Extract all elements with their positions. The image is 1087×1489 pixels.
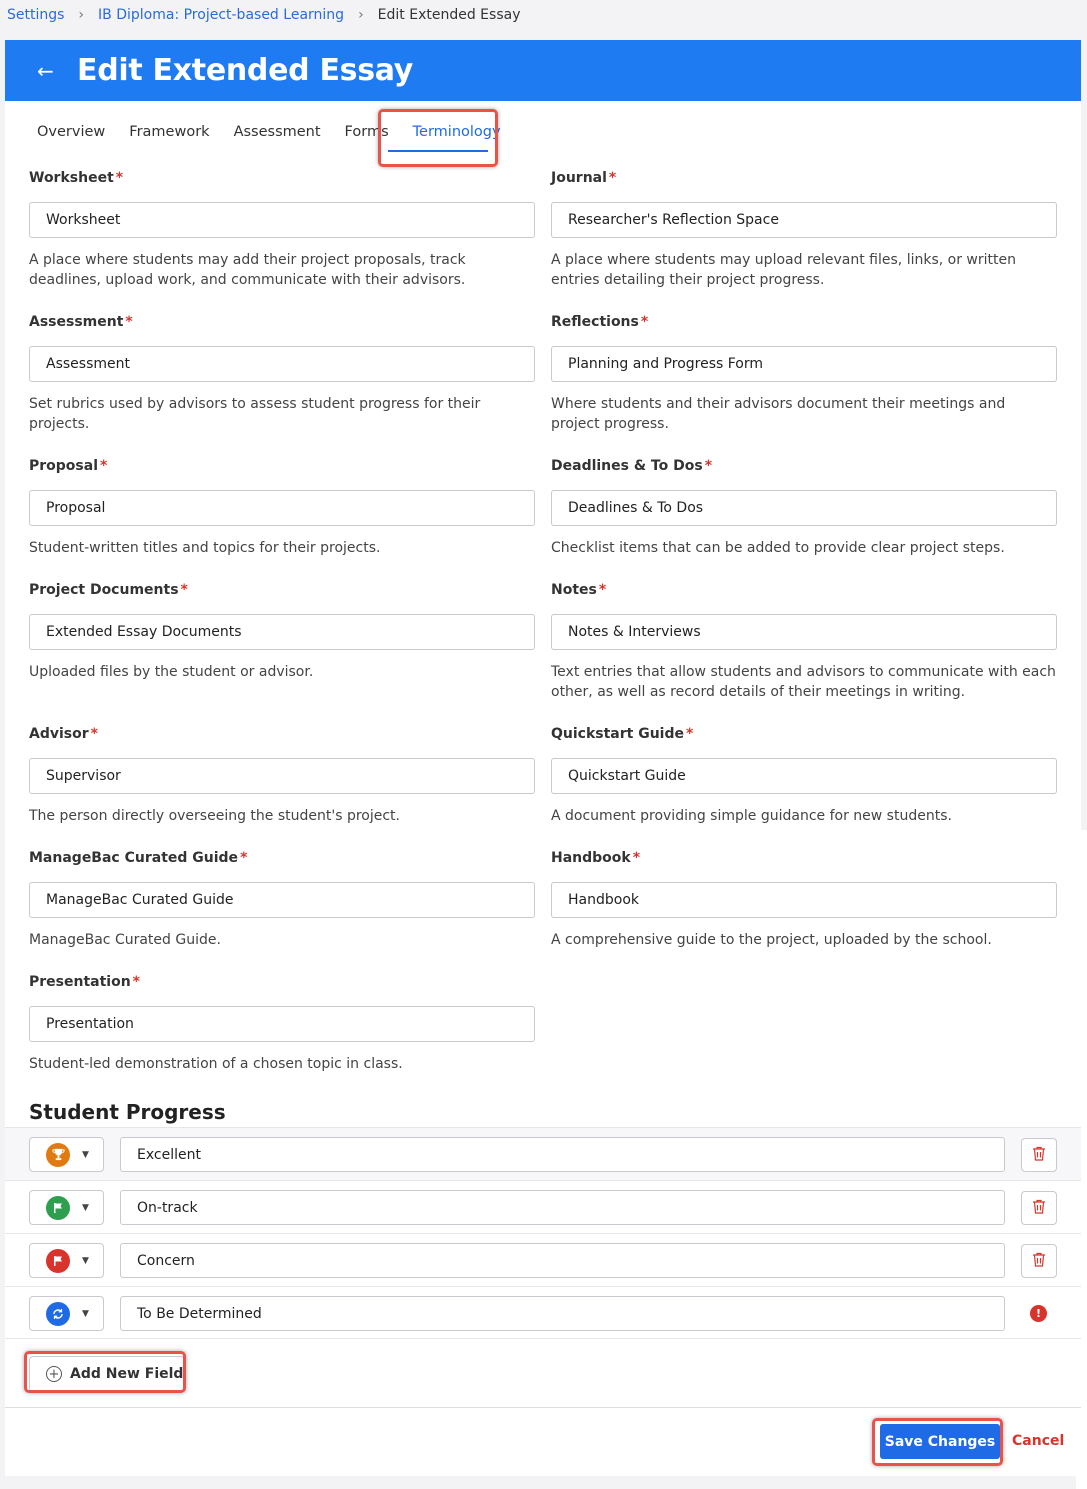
flag-icon (46, 1196, 70, 1220)
field-proposal (29, 458, 535, 558)
field-description: Checklist items that can be added to provide clear project steps. (551, 540, 1005, 556)
breadcrumb (7, 5, 520, 25)
student-progress-title: Student Progress (29, 1100, 226, 1124)
delete-button[interactable] (1021, 1244, 1057, 1278)
tab-framework[interactable]: Framework (129, 124, 210, 140)
field-description: A document providing simple guidance for new students. (551, 808, 952, 824)
breadcrumb-settings[interactable]: Settings (7, 7, 65, 23)
field-project-documents (29, 582, 535, 682)
caret-down-icon: ▼ (82, 1202, 89, 1213)
caret-down-icon: ▼ (82, 1255, 89, 1266)
quickstart-input[interactable]: Quickstart Guide (551, 758, 1057, 794)
required-marker: * (90, 726, 98, 742)
required-marker: * (132, 974, 140, 990)
field-advisor (29, 726, 535, 826)
field-label: Worksheet (29, 170, 114, 186)
field-worksheet (29, 170, 535, 290)
tab-overview[interactable]: Overview (37, 124, 106, 140)
field-label: Handbook (551, 850, 631, 866)
field-reflections (551, 314, 1057, 434)
breadcrumb-ib-diploma[interactable]: IB Diploma: Project-based Learning (98, 7, 345, 23)
trash-icon (1032, 1199, 1046, 1218)
flag-icon (46, 1249, 70, 1273)
caret-down-icon: ▼ (82, 1149, 89, 1160)
field-notes (551, 582, 1057, 702)
tab-assessment[interactable]: Assessment (233, 124, 321, 140)
caret-down-icon: ▼ (82, 1308, 89, 1319)
field-description: Uploaded files by the student or advisor. (29, 664, 314, 680)
field-curated-guide (29, 850, 535, 950)
delete-button[interactable] (1021, 1191, 1057, 1225)
required-marker: * (180, 582, 188, 598)
icon-picker[interactable] (29, 1296, 104, 1331)
required-marker: * (598, 582, 607, 598)
advisor-input[interactable]: Supervisor (29, 758, 535, 794)
proposal-input[interactable]: Proposal (29, 490, 535, 526)
field-label: Notes (551, 582, 597, 598)
journal-input[interactable]: Researcher's Reflection Space (551, 202, 1057, 238)
trash-icon (1032, 1252, 1046, 1271)
edit-card (5, 40, 1081, 1476)
refresh-icon (46, 1302, 70, 1326)
field-description: Student-led demonstration of a chosen topic in class. (29, 1056, 403, 1072)
notes-input[interactable]: Notes & Interviews (551, 614, 1057, 650)
required-marker: * (100, 458, 108, 474)
field-quickstart (551, 726, 1057, 826)
progress-row (5, 1127, 1081, 1180)
curated-guide-input[interactable]: ManageBac Curated Guide (29, 882, 535, 918)
required-marker: * (704, 458, 713, 474)
field-label: Assessment (29, 314, 124, 330)
field-label: Proposal (29, 458, 99, 474)
worksheet-input[interactable]: Worksheet (29, 202, 535, 238)
trophy-icon (46, 1143, 70, 1167)
chevron-right-icon: › (78, 7, 85, 23)
field-description: Student-written titles and topics for their projects. (29, 540, 381, 556)
progress-label-input[interactable]: To Be Determined (120, 1296, 1005, 1331)
highlight-terminology-tab (378, 109, 498, 167)
required-marker: * (686, 726, 694, 742)
field-description: ManageBac Curated Guide. (29, 932, 221, 948)
required-marker: * (125, 314, 133, 330)
page-title: Edit Extended Essay (77, 53, 414, 88)
chevron-right-icon: › (358, 7, 364, 23)
progress-label-input[interactable]: On-track (120, 1190, 1005, 1225)
reflections-input[interactable]: Planning and Progress Form (551, 346, 1057, 382)
icon-picker[interactable] (29, 1137, 104, 1172)
progress-row (5, 1180, 1081, 1233)
field-label: ManageBac Curated Guide (29, 850, 239, 866)
field-description: A comprehensive guide to the project, uploaded by the school. (551, 932, 992, 948)
field-description: A place where students may add their project proposals, track deadlines, upload work, and communicate with their advisors. (29, 252, 466, 288)
tab-terminology[interactable]: Terminology (412, 124, 501, 140)
field-label: Presentation (29, 974, 131, 990)
field-description: Set rubrics used by advisors to assess student progress for their projects. (29, 396, 481, 432)
field-label: Project Documents (29, 582, 179, 598)
field-deadlines (551, 458, 1057, 558)
field-label: Advisor (29, 726, 89, 742)
add-new-field-label: Add New Field (70, 1366, 184, 1382)
page-header (5, 40, 1081, 101)
deadlines-input[interactable]: Deadlines & To Dos (551, 490, 1057, 526)
field-assessment (29, 314, 535, 434)
field-label: Journal (551, 170, 607, 186)
required-marker: * (640, 314, 649, 330)
alert-icon: ! (1030, 1305, 1047, 1322)
icon-picker[interactable] (29, 1243, 104, 1278)
field-description: A place where students may upload relevant files, links, or written entries detailing their project progress. (551, 252, 1016, 288)
field-description: Where students and their advisors document their meetings and project progress. (551, 396, 1006, 432)
highlight-add-button (24, 1351, 186, 1393)
field-handbook (551, 850, 1057, 950)
field-journal (551, 170, 1057, 290)
breadcrumb-current: Edit Extended Essay (377, 7, 521, 23)
required-marker: * (240, 850, 248, 866)
footer-divider (5, 1407, 1081, 1408)
progress-label-input[interactable]: Excellent (120, 1137, 1005, 1172)
required-marker: * (632, 850, 641, 866)
field-description: Text entries that allow students and advisors to communicate with each other, as well as record details of their meetings in writing. (551, 664, 1056, 700)
delete-button[interactable] (1021, 1138, 1057, 1172)
progress-label-input[interactable]: Concern (120, 1243, 1005, 1278)
required-marker: * (115, 170, 124, 186)
assessment-input[interactable]: Assessment (29, 346, 535, 382)
field-label: Deadlines & To Dos (551, 458, 703, 474)
field-presentation (29, 974, 535, 1074)
handbook-input[interactable]: Handbook (551, 882, 1057, 918)
required-marker: * (608, 170, 617, 186)
plus-circle-icon: + (46, 1366, 62, 1382)
progress-row (5, 1286, 1081, 1339)
highlight-save-button (872, 1418, 1003, 1466)
tab-forms[interactable]: Forms (344, 124, 389, 140)
field-label: Reflections (551, 314, 639, 330)
icon-picker[interactable] (29, 1190, 104, 1225)
trash-icon (1032, 1146, 1046, 1165)
field-description: The person directly overseeing the student's project. (29, 808, 400, 824)
cancel-button[interactable]: Cancel (1012, 1433, 1065, 1449)
field-label: Quickstart Guide (551, 726, 684, 742)
progress-row (5, 1233, 1081, 1286)
arrow-left-icon[interactable]: ← (37, 58, 54, 83)
save-changes-button[interactable]: Save Changes (880, 1424, 1000, 1459)
project-documents-input[interactable]: Extended Essay Documents (29, 614, 535, 650)
presentation-input[interactable]: Presentation (29, 1006, 535, 1042)
